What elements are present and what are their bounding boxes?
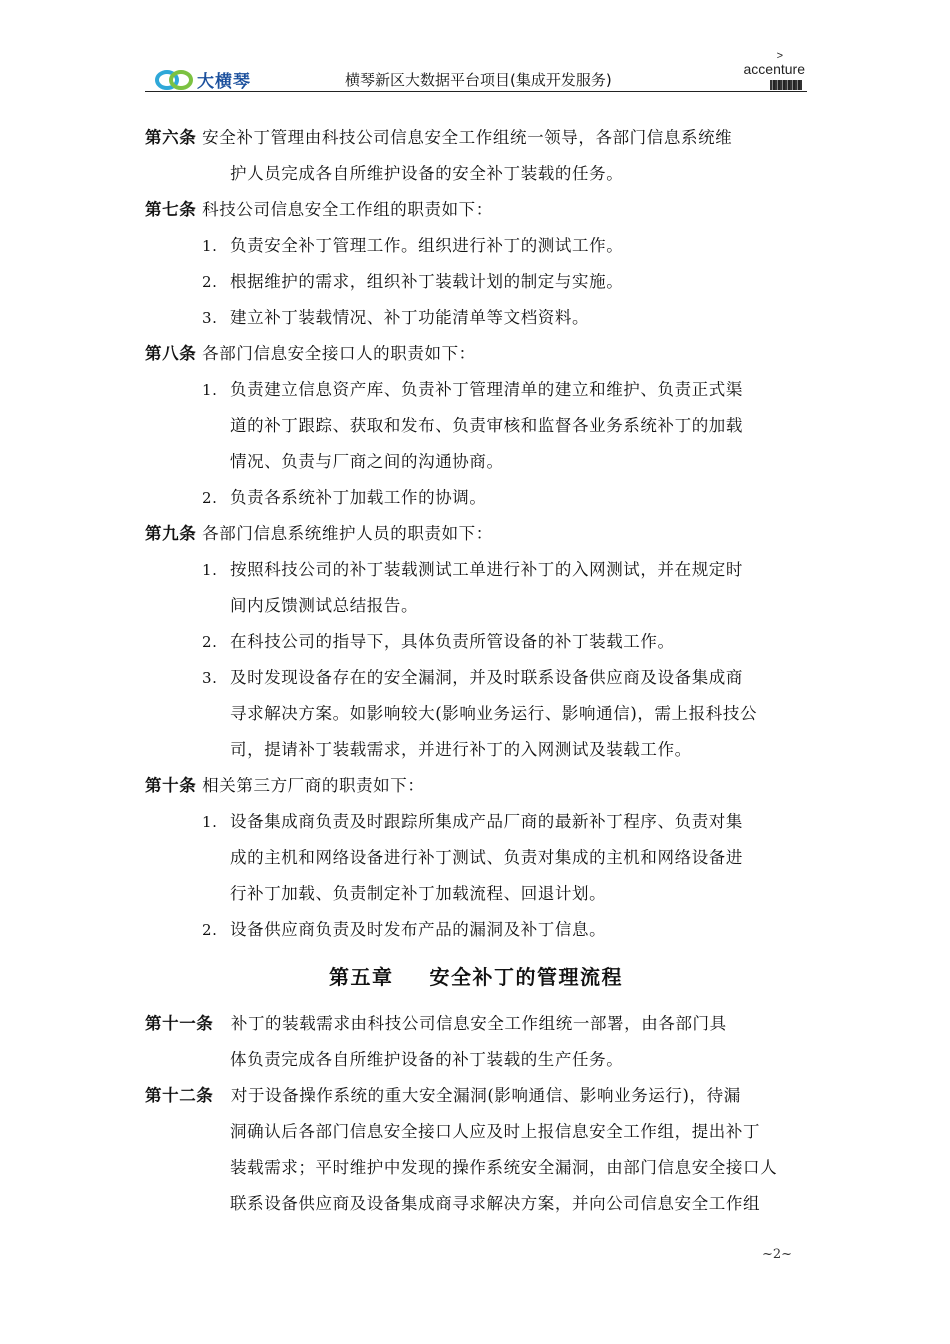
list-text: 在科技公司的指导下，具体负责所管设备的补丁装载工作。 [230, 632, 675, 651]
list-continuation: 司，提请补丁装载需求，并进行补丁的入网测试及装载工作。 [230, 740, 692, 759]
list-item [145, 300, 807, 336]
logo-text: 大横琴 [197, 72, 251, 92]
list-item [145, 804, 807, 840]
article-label: 第八条 [145, 344, 197, 363]
paragraph-continuation: 护人员完成各自所维护设备的安全补丁装载的任务。 [230, 164, 624, 183]
paragraph-text: 对于设备操作系统的重大安全漏洞(影响通信、影响业务运行)，待漏 [230, 1086, 741, 1105]
article-label: 第九条 [145, 524, 197, 543]
datengqin-logo [155, 67, 251, 92]
document-title: 横琴新区大数据平台项目(集成开发服务) [345, 71, 612, 89]
list-item [145, 264, 807, 300]
paragraph-continuation: 洞确认后各部门信息安全接口人应及时上报信息安全工作组，提出补丁 [230, 1122, 761, 1141]
list-text: 设备集成商负责及时跟踪所集成产品厂商的最新补丁程序、负责对集 [230, 812, 743, 831]
paragraph-text: 安全补丁管理由科技公司信息安全工作组统一领导，各部门信息系统维 [202, 128, 733, 147]
list-text: 按照科技公司的补丁装载测试工单进行补丁的入网测试，并在规定时 [230, 560, 743, 579]
list-text: 及时发现设备存在的安全漏洞，并及时联系设备供应商及设备集成商 [230, 668, 743, 687]
list-text: 负责安全补丁管理工作。组织进行补丁的测试工作。 [230, 236, 624, 255]
article-9 [145, 516, 807, 552]
swirl-logo-icon [155, 70, 193, 90]
seal-mark-icon [770, 80, 802, 90]
header-divider [145, 91, 807, 92]
chapter-number: 第五章 [329, 965, 394, 989]
list-continuation: 间内反馈测试总结报告。 [230, 596, 419, 615]
list-item [145, 372, 807, 408]
list-continuation: 道的补丁跟踪、获取和发布、负责审核和监督各业务系统补丁的加载 [230, 416, 743, 435]
article-label: 第六条 [145, 128, 197, 147]
article-8 [145, 336, 807, 372]
accent-wordmark: accenture [743, 61, 805, 77]
list-number: 2. [202, 273, 218, 291]
paragraph-continuation: 装载需求；平时维护中发现的操作系统安全漏洞，由部门信息安全接口人 [230, 1158, 778, 1177]
list-continuation: 情况、负责与厂商之间的沟通协商。 [230, 452, 504, 471]
list-continuation: 寻求解决方案。如影响较大(影响业务运行、影响通信)，需上报科技公 [230, 704, 758, 723]
list-item [145, 624, 807, 660]
accenture-logo [733, 52, 805, 92]
paragraph-text: 相关第三方厂商的职责如下： [202, 776, 425, 795]
paragraph-text: 补丁的装载需求由科技公司信息安全工作组统一部署，由各部门具 [230, 1014, 727, 1033]
paragraph-text: 各部门信息系统维护人员的职责如下： [202, 524, 493, 543]
article-label: 第十条 [145, 776, 197, 795]
list-number: 2. [202, 633, 218, 651]
list-item [145, 480, 807, 516]
page-header [145, 50, 807, 92]
paragraph-text: 各部门信息安全接口人的职责如下： [202, 344, 476, 363]
list-number: 3. [202, 669, 218, 687]
paragraph-text: 科技公司信息安全工作组的职责如下： [202, 200, 493, 219]
list-text: 负责各系统补丁加载工作的协调。 [230, 488, 487, 507]
list-text: 设备供应商负责及时发布产品的漏洞及补丁信息。 [230, 920, 607, 939]
chapter-title: 安全补丁的管理流程 [429, 965, 623, 989]
list-number: 1. [202, 381, 218, 399]
list-item [145, 912, 807, 948]
article-10 [145, 768, 807, 804]
list-number: 2. [202, 489, 218, 507]
list-continuation: 成的主机和网络设备进行补丁测试、负责对集成的主机和网络设备进 [230, 848, 743, 867]
list-number: 1. [202, 813, 218, 831]
paragraph-continuation: 联系设备供应商及设备集成商寻求解决方案，并向公司信息安全工作组 [230, 1194, 761, 1213]
list-item [145, 228, 807, 264]
accent-chevron-icon: > [776, 50, 783, 62]
list-number: 3. [202, 309, 218, 327]
article-6 [145, 120, 807, 156]
article-label: 第七条 [145, 200, 197, 219]
document-body [145, 120, 807, 1222]
article-label: 第十一条 [145, 1014, 214, 1033]
list-number: 1. [202, 561, 218, 579]
article-label: 第十二条 [145, 1086, 214, 1105]
list-text: 建立补丁装载情况、补丁功能清单等文档资料。 [230, 308, 590, 327]
list-item [145, 660, 807, 696]
list-number: 1. [202, 237, 218, 255]
article-7 [145, 192, 807, 228]
chapter-heading [145, 948, 807, 1006]
page-number: ~2~ [762, 1247, 793, 1262]
list-continuation: 行补丁加载、负责制定补丁加载流程、回退计划。 [230, 884, 607, 903]
list-number: 2. [202, 921, 218, 939]
paragraph-continuation: 体负责完成各自所维护设备的补丁装载的生产任务。 [230, 1050, 624, 1069]
list-text: 根据维护的需求，组织补丁装载计划的制定与实施。 [230, 272, 624, 291]
article-12 [145, 1078, 807, 1114]
article-11 [145, 1006, 807, 1042]
list-text: 负责建立信息资产库、负责补丁管理清单的建立和维护、负责正式渠 [230, 380, 743, 399]
list-item [145, 552, 807, 588]
